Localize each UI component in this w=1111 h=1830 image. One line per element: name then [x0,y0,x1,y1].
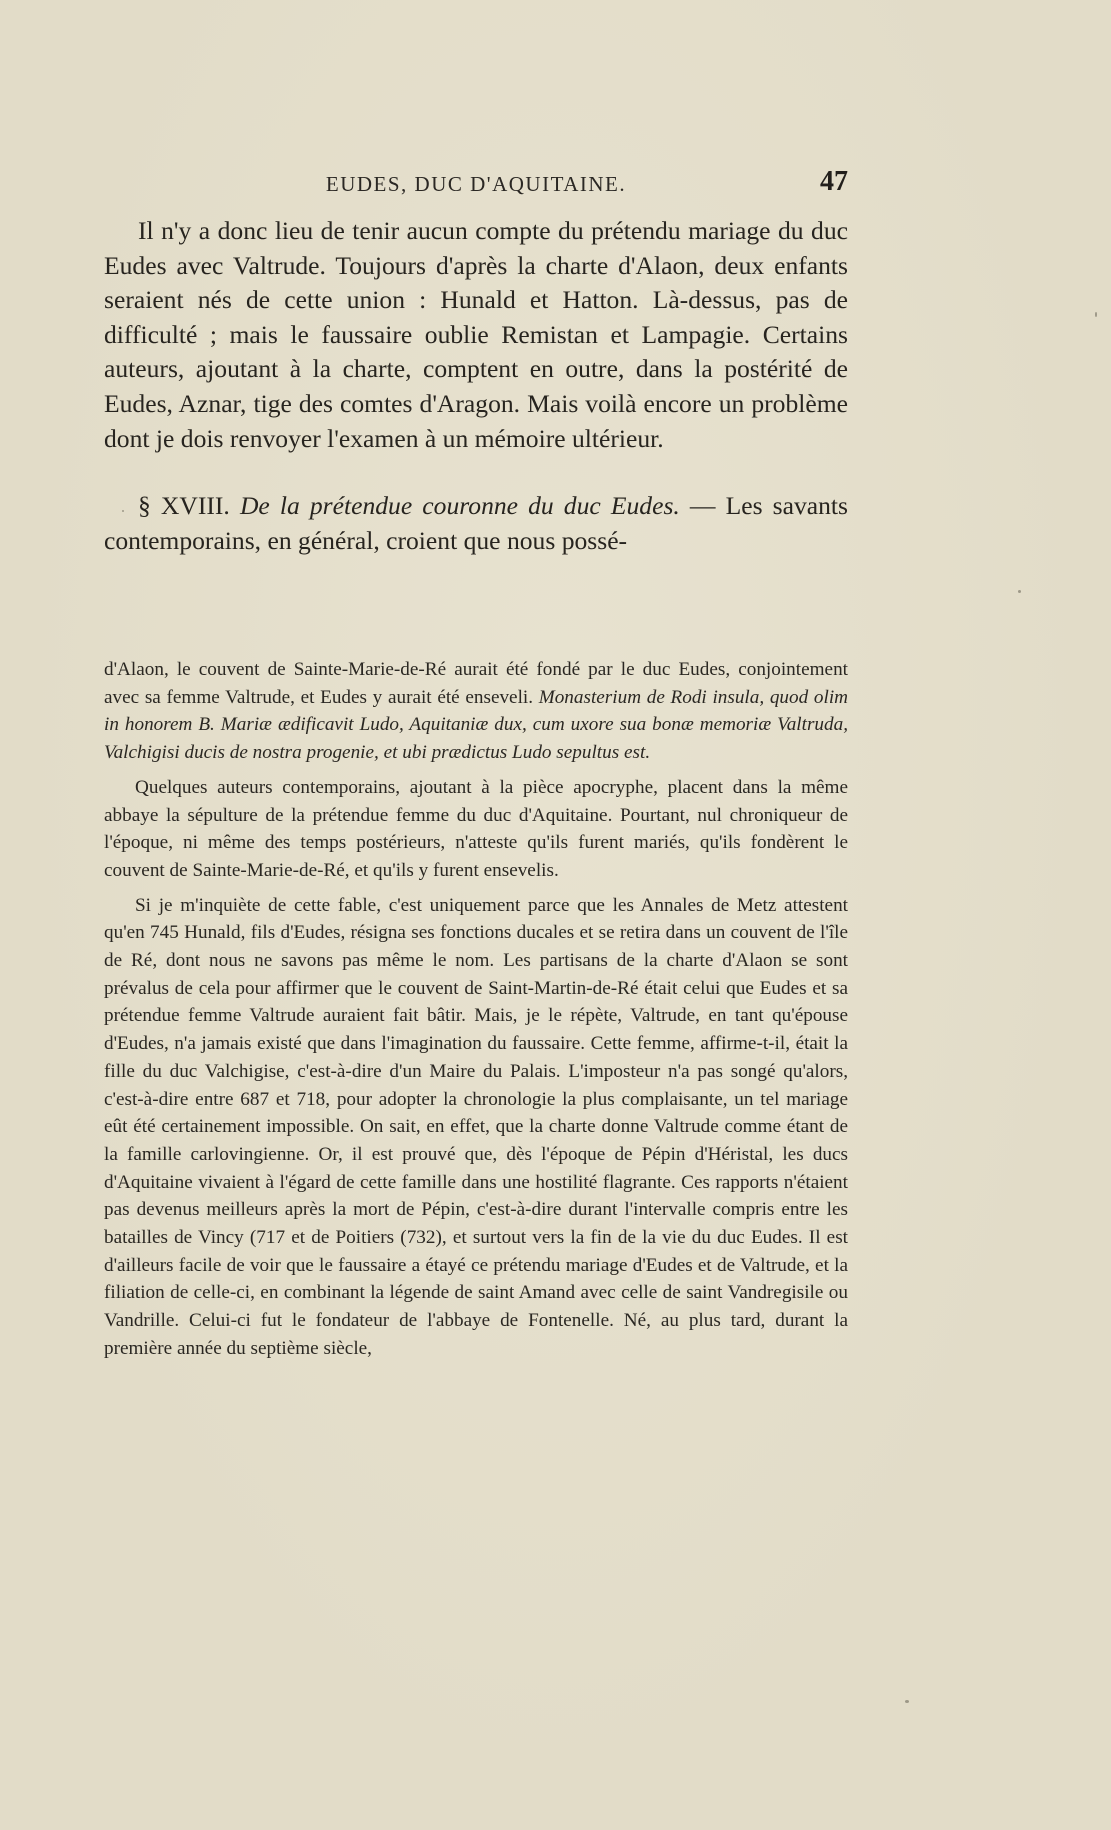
running-head [104,166,848,206]
footnote-paragraph: Quelques auteurs contemporains, ajoutant à la pièce apocryphe, placent dans la même abbaye la sépulture de la prétendue femme du duc d'Aquitaine. Pourtant, nul chroniqueur de l'époque, ni même des temps postérieurs, n'atteste qu'ils furent mariés, qu'ils fondèrent le couvent de Sainte-Marie-de-Ré, et qu'ils y furent ensevelis. [104,776,848,881]
paper-speck [905,1700,909,1703]
paper-speck [1095,312,1097,317]
paper-speck [122,510,124,512]
paper-speck [1018,590,1021,593]
footnote-continuation [104,656,848,767]
section-paragraph [104,489,848,558]
footnote-text: d'Alaon, le couvent de Sainte-Marie-de-Ré aurait été fondé par le duc Eudes, conjointement avec sa femme Valtrude, et Eudes y aurait été enseveli. [104,659,848,708]
latin-quotation: Monasterium de Rodi insula, quod olim in honorem B. Mariæ ædificavit Ludo, Aquitaniæ dux, cum uxore sua bonæ memoriæ Valtruda, Valchigisi ducis de nostra progenie, et ubi prædictus Ludo sepultus est. [104,686,849,764]
section-text: — Les savants contemporains, en général, croient que nous possé- [104,491,849,555]
main-text [104,214,848,558]
page-number: 47 [820,166,848,197]
body-paragraph: Il n'y a donc lieu de tenir aucun compte du prétendu mariage du duc Eudes avec Valtrude. Toujours d'après la charte d'Alaon, deux enfants seraient nés de cette union : Hunald et Hatton. Là-dessus, pas de difficulté ; mais le faussaire oublie Remistan et Lampagie. Certains auteurs, ajoutant à la charte, comptent en outre, dans la postérité de Eudes, Aznar, tige des comtes d'Aragon. Mais voilà encore un problème dont je dois renvoyer l'examen à un mémoire ultérieur. [104,216,848,453]
section-title: De la prétendue couronne du duc Eudes. [239,491,680,521]
running-title: EUDES, DUC D'AQUITAINE. [325,172,627,196]
footnote-paragraph: Si je m'inquiète de cette fable, c'est uniquement parce que les Annales de Metz attestent qu'en 745 Hunald, fils d'Eudes, résigna ses fonctions ducales et se retira dans un couvent de l'île de Ré, dont nous ne savons pas même le nom. Les partisans de la charte d'Alaon se sont prévalus de cela pour affirmer que le couvent de Saint-Martin-de-Ré était celui que Eudes et sa prétendue femme Valtrude auraient fait bâtir. Mais, je le répète, Valtrude, en tant qu'épouse d'Eudes, n'a jamais existé que dans l'imagination du faussaire. Cette femme, affirme-t-il, était la fille du duc Valchigise, c'est-à-dire d'un Maire du Palais. L'imposteur n'a pas songé qu'alors, c'est-à-dire entre 687 et 718, pour adopter la chronologie la plus complaisante, un tel mariage eût été certainement impossible. On sait, en effet, que la charte donne Valtrude comme étant de la famille carlovingienne. Or, il est prouvé que, dès l'époque de Pépin d'Héristal, les ducs d'Aquitaine vivaient à l'égard de cette famille dans une hostilité flagrante. Ces rapports n'étaient pas devenus meilleurs après la mort de Pépin, c'est-à-dire durant l'intervalle compris entre les batailles de Vincy (717 et de Poitiers (732), et surtout vers la fin de la vie du duc Eudes. Il est d'ailleurs facile de voir que le faussaire a étayé ce prétendu mariage d'Eudes et de Valtrude, et la filiation de celle-ci, en combinant la légende de saint Amand avec celle de saint Vandregisile ou Vandrille. Celui-ci fut le fondateur de l'abbaye de Fontenelle. Né, au plus tard, durant la première année du septième siècle, [104,894,848,1359]
section-number: § XVIII. [138,491,230,521]
footnotes [104,656,848,1363]
